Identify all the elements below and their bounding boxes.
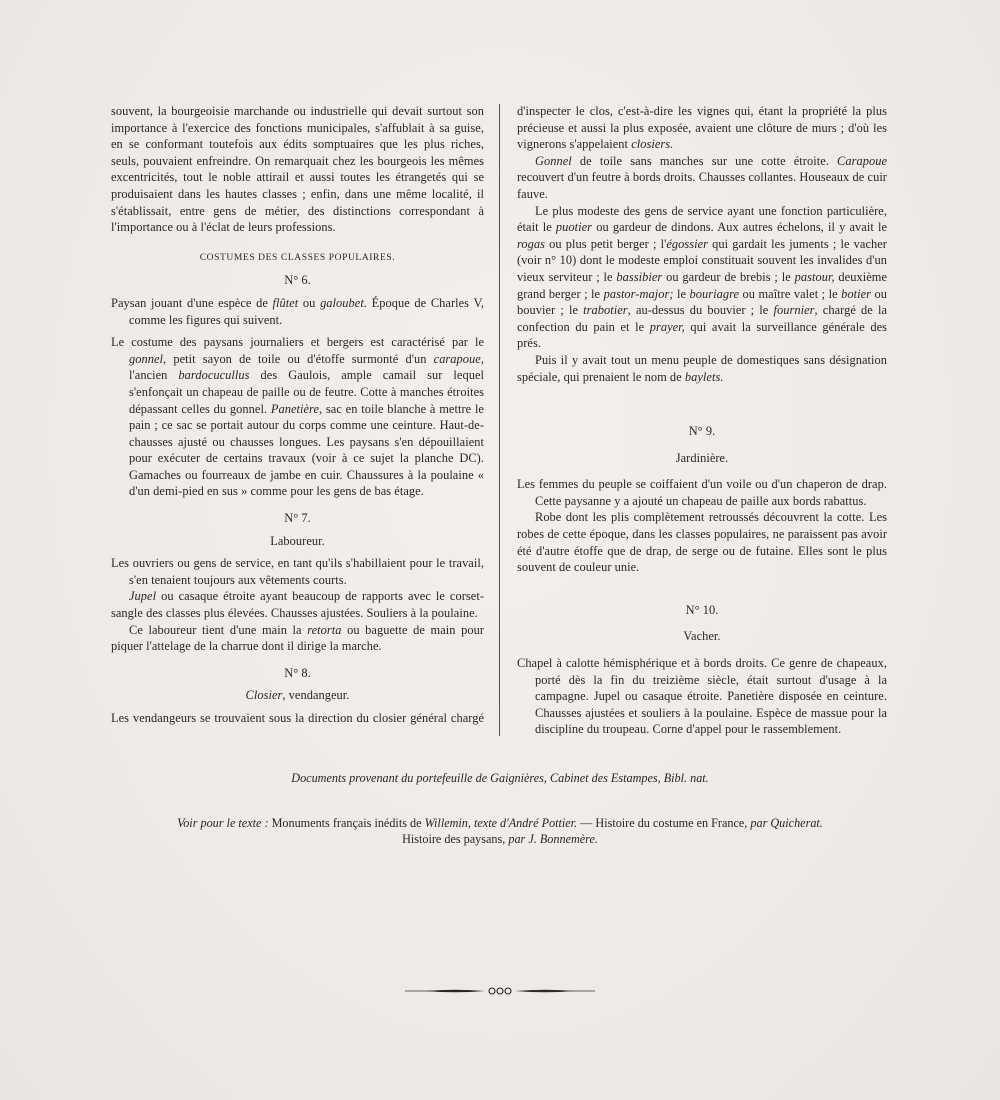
entry-8-paragraph-4: Puis il y avait tout un menu peuple de domestiques sans désignation spéciale, qui prenaient le nom de baylets. (517, 352, 887, 384)
entry-number-8: N° 8. (284, 665, 311, 680)
intro-paragraph: souvent, la bourgeoisie marchande ou industrielle qui devait surtout son importance à l'exercice des fonctions municipales, s'affublait à sa guise, en se conformant toutefois aux édits somptuaires que les plus riches, seuls, pouvaient enfreindre. On remarquait chez les bourgeois les mêmes excentricités, tout le noble attirail et aussi toutes les étrangetés qui se produisaient dans les hautes classes ; enfin, dans une même localité, il s'établissait, entre gens de métier, des distinctions correspondant à l'importance ou à l'éclat de leurs professions. (111, 104, 484, 235)
entry-9-title: Jardinière. (675, 450, 729, 465)
entry-10-paragraph-1: Chapel à calotte hémisphérique et à bords droits. Ce genre de chapeaux, porté dès la fin du treizième siècle, était surtout d'usage à la campagne. Jupel ou casaque étroite. Panetière disposée en ceinture. Chausses ajustées et souliers à la poulaine. Espèce de massue pour la discipline du troupeau. Corne d'appel pour le rassemblement. (517, 656, 887, 737)
left-column (111, 103, 484, 727)
entry-10-title: Vacher. (683, 629, 721, 644)
entry-number-10: N° 10. (685, 602, 719, 617)
references-line-1: Voir pour le texte : Monuments français inédits de Willemin, texte d'André Pottier. — Histoire du costume en France, par Quicherat. (177, 816, 823, 830)
references (0, 815, 1000, 847)
entry-6-paragraph-2: Le costume des paysans journaliers et bergers est caractérisé par le gonnel, petit sayon de toile ou d'étoffe surmonté d'un carapoue, l'ancien bardocucullus des Gaulois, ample camail sur lequel s'enfonçait un chapeau de paille ou de feutre. Cotte à manches étroites dépassant celles du gonnel. Panetière, sac en toile blanche à mettre le pain ; ce sac se portait autour du corps comme une ceinture. Haut-de-chausses ajusté ou chausses longues. Les paysans s'en dépouillaient pour exécuter de certains travaux (voir à ce sujet la planche DC). Gamaches ou fourreaux de jambe en cuir. Chaussures à la poulaine « d'un demi-pied en sus » comme pour les gens de bas étage. (111, 335, 484, 499)
entry-8-paragraph-1-start: Les vendangeurs se trouvaient sous la direction du closier général chargé (111, 711, 484, 725)
references-line-2: Histoire des paysans, par J. Bonnemère. (402, 832, 598, 846)
decorative-rule-ornament-icon (405, 984, 595, 998)
source-note: Documents provenant du portefeuille de Gaignières, Cabinet des Estampes, Bibl. nat. (291, 771, 709, 785)
entry-8-paragraph-2: Gonnel de toile sans manches sur une cotte étroite. Carapoue recouvert d'un feutre à bords droits. Chausses collantes. Houseaux de cuir fauve. (517, 153, 887, 201)
section-heading: COSTUMES DES CLASSES POPULAIRES. (199, 252, 396, 263)
entry-7-paragraph-2: Jupel ou casaque étroite ayant beaucoup de rapports avec le corset-sangle des classes plus élevées. Chausses ajustées. Souliers à la poulaine. (111, 589, 484, 621)
entry-8-title: Closier, vendangeur. (245, 688, 350, 703)
entry-9-paragraph-2: Robe dont les plis complètement retroussés découvrent la cotte. Les robes de cette époque, dans les classes populaires, ne paraissent pas avoir été d'autre étoffe que de drap, de serge ou de futaine. Elles sont le plus souvent de couleur unie. (517, 510, 887, 575)
entry-8-paragraph-3: Le plus modeste des gens de service ayant une fonction particulière, était le puotier ou gardeur de dindons. Aux autres échelons, il y avait le rogas ou plus petit berger ; l'égossier qui gardait les juments ; le vacher (voir n° 10) dont le modeste emploi constituait souvent les invalides d'un vieux serviteur ; le bassibier ou gardeur de brebis ; le pastour, deuxième grand berger ; le pastor-major; le bouriagre ou maître valet ; le botier ou bouvier ; le trabotier, au-dessus du bouvier ; le fournier, chargé de la confection du pain et le prayer, qui avait la surveillance générale des prés. (517, 203, 887, 351)
entry-number-7: N° 7. (284, 511, 311, 526)
entry-9-paragraph-1: Les femmes du peuple se coiffaient d'un voile ou d'un chaperon de drap. Cette paysanne y a ajouté un chapeau de paille aux bords rabattus. (517, 477, 887, 508)
right-column (517, 103, 887, 738)
entry-number-6: N° 6. (284, 273, 311, 288)
entry-7-paragraph-1: Les ouvriers ou gens de service, en tant qu'ils s'habillaient pour le travail, s'en tenaient toujours aux vêtements courts. (111, 556, 484, 587)
entry-7-title: Laboureur. (270, 533, 325, 548)
entry-number-9: N° 9. (688, 424, 716, 439)
column-divider (499, 104, 500, 736)
entry-6-paragraph-1: Paysan jouant d'une espèce de flûtet ou galoubet. Époque de Charles V, comme les figures qui suivent. (111, 295, 484, 327)
entry-7-paragraph-3: Ce laboureur tient d'une main la retorta ou baguette de main pour piquer l'attelage de la charrue dont il dirige la marche. (111, 622, 484, 654)
entry-8-paragraph-1-cont: d'inspecter le clos, c'est-à-dire les vignes qui, étant la propriété la plus précieuse et aussi la plus exposée, avaient une clôture de murs ; d'où les vignerons s'appelaient closiers. (517, 104, 887, 152)
